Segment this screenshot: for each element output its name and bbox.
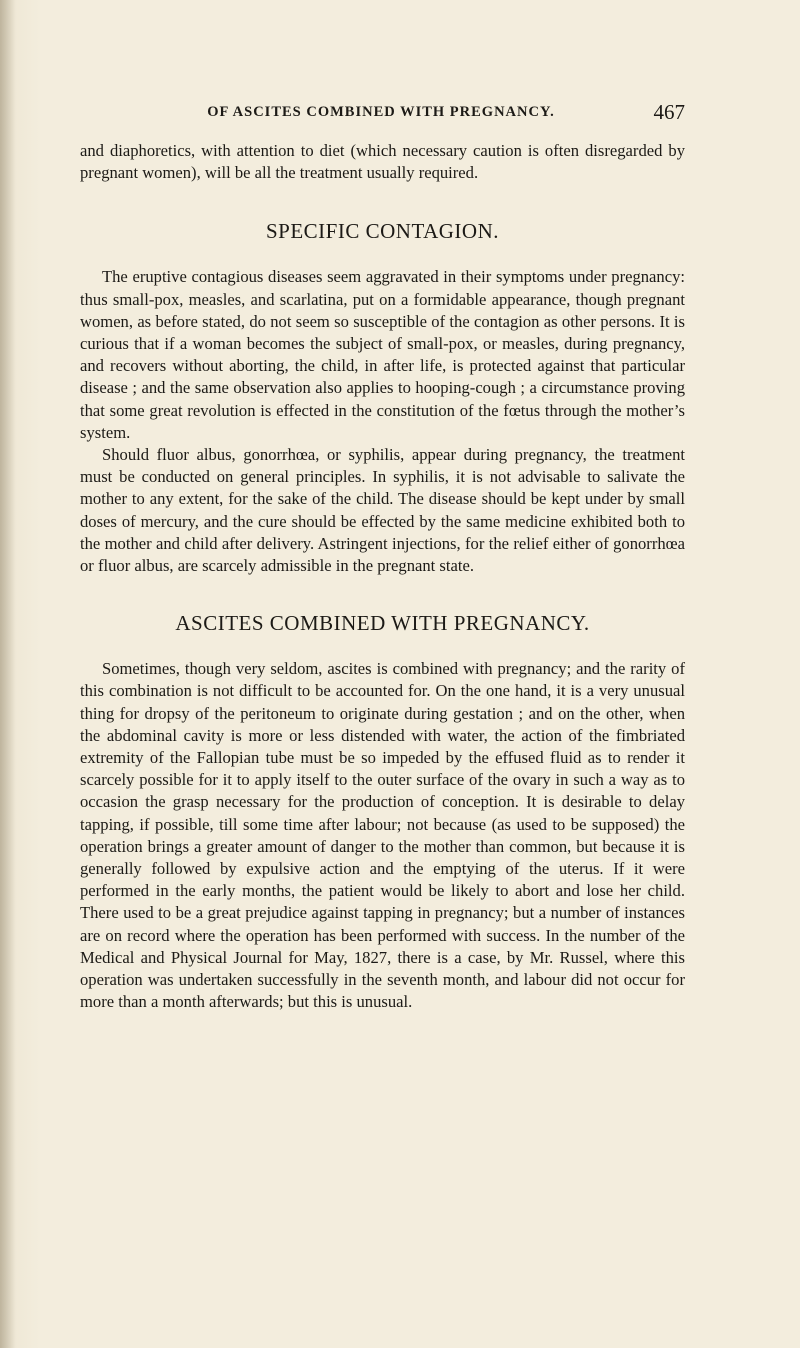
running-title: OF ASCITES COMBINED WITH PREGNANCY. [207, 104, 555, 120]
page-body [80, 140, 685, 1014]
heading-specific-contagion: SPECIFIC CONTAGION. [265, 219, 499, 244]
paragraph-opening: and diaphoretics, with attention to diet (which necessary caution is often disregarded by pregnant women), will be all the treatment usually required. [80, 141, 685, 183]
paragraph-ascites: Sometimes, though very seldom, ascites is combined with pregnancy; and the rarity of this combination is not difficult to be accounted for. On the one hand, it is a very unusual thing for dropsy of the peritoneum to originate during gestation ; and on the other, when the abdominal cavity is more or less distended with water, the action of the fimbriated extremity of the Fallopian tube must be so impeded by the effused fluid as to render it scarcely possible for it to apply itself to the outer surface of the ovary in such a way as to occasion the grasp necessary for the production of conception. It is desirable to delay tapping, if possible, till some time after labour; not because (as used to be supposed) the operation brings a greater amount of danger to the mother than common, but because it is generally followed by expulsive action and the emptying of the uterus. If it were performed in the early months, the patient would be likely to abort and lose her child. There used to be a great prejudice against tapping in pregnancy; but a number of instances are on record where the operation has been performed with success. In the number of the Medical and Physical Journal for May, 1827, there is a case, by Mr. Russel, where this operation was undertaken successfully in the seventh month, and labour did not occur for more than a month afterwards; but this is unusual. [80, 659, 685, 1012]
heading-ascites-pregnancy: ASCITES COMBINED WITH PREGNANCY. [175, 611, 590, 636]
paragraph-syphilis: Should fluor albus, gonorrhœa, or syphilis, appear during pregnancy, the treatment must be conducted on general principles. In syphilis, it is not advisable to salivate the mother to any extent, for the sake of the child. The disease should be kept under by small doses of mercury, and the cure should be effected by the same medicine exhibited both to the mother and child after delivery. Astringent injections, for the relief either of gonorrhœa or fluor albus, are scarcely admissible in the pregnant state. [80, 445, 685, 576]
paragraph-eruptive-diseases: The eruptive contagious diseases seem aggravated in their symptoms under pregnancy: thus small-pox, measles, and scarlatina, put on a formidable appearance, though pregnant women, as before stated, do not seem so susceptible of the contagion as other persons. It is curious that if a woman becomes the subject of small-pox, or measles, during pregnancy, and recovers without aborting, the child, in after life, is protected against that particular disease ; and the same observation also applies to hooping-cough ; a circumstance proving that some great revolution is effected in the constitution of the fœtus through the mother’s system. [80, 267, 685, 442]
page-number: 467 [653, 100, 685, 124]
running-head [145, 102, 685, 126]
spine-shadow [0, 0, 16, 1348]
